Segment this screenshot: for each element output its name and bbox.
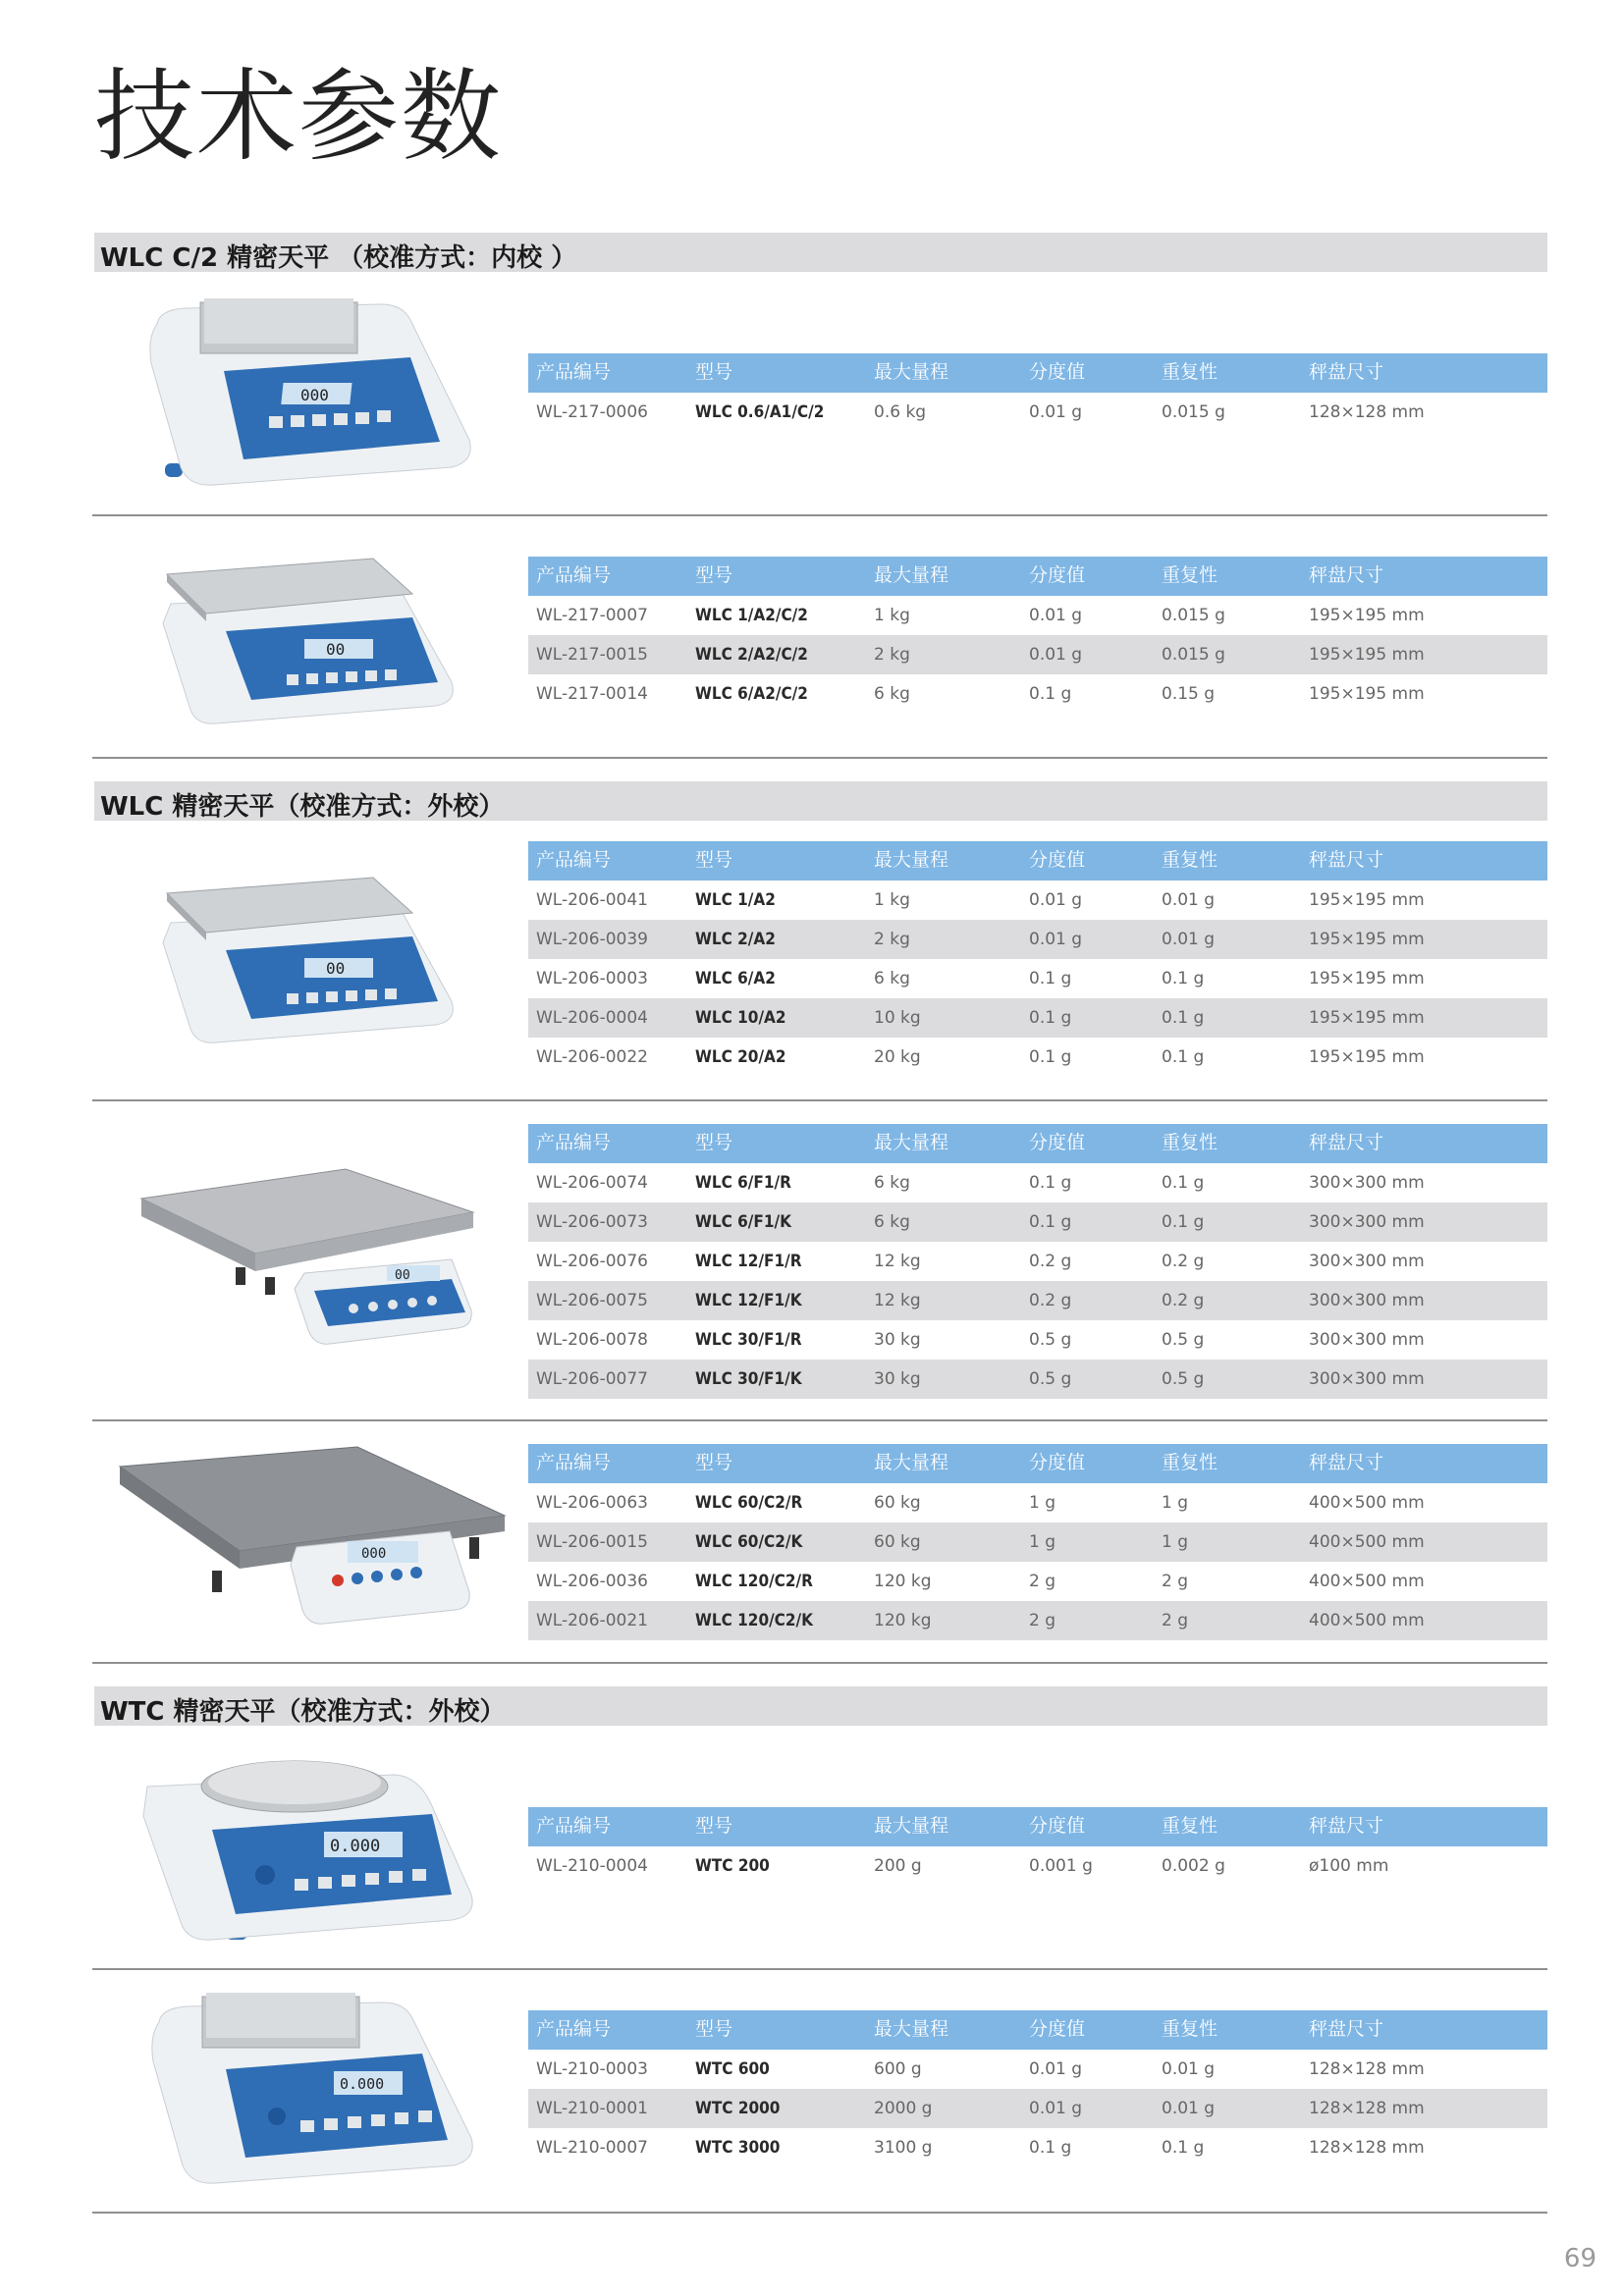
divider — [92, 1968, 1547, 1970]
pan-size-cell: 195×195 mm — [1309, 1047, 1425, 1067]
repeatability-cell: 0.002 g — [1162, 1856, 1225, 1876]
column-header: 最大量程 — [874, 2018, 949, 2040]
column-header: 产品编号 — [536, 1452, 612, 1473]
column-header: 产品编号 — [536, 1815, 612, 1837]
item-number-cell: WL-206-0077 — [536, 1369, 648, 1389]
divider — [92, 1419, 1547, 1421]
table-row — [528, 1601, 1547, 1640]
column-header: 秤盘尺寸 — [1309, 564, 1384, 586]
repeatability-cell: 1 g — [1162, 1532, 1189, 1552]
pan-size-cell: 128×128 mm — [1309, 402, 1425, 422]
table-row — [528, 1242, 1547, 1281]
repeatability-cell: 0.1 g — [1162, 2138, 1205, 2158]
model-cell: WLC 12/F1/K — [695, 1291, 802, 1310]
column-header: 型号 — [695, 2018, 733, 2040]
model-cell: WTC 600 — [695, 2059, 770, 2079]
repeatability-cell: 0.15 g — [1162, 684, 1216, 704]
display-readout: 000 — [300, 386, 329, 404]
divider — [92, 1099, 1547, 1101]
model-cell: WTC 200 — [695, 1856, 770, 1876]
readability-cell: 0.01 g — [1029, 2099, 1083, 2118]
item-number-cell: WL-206-0022 — [536, 1047, 648, 1067]
item-number-cell: WL-206-0063 — [536, 1493, 648, 1513]
pan-size-cell: 195×195 mm — [1309, 1008, 1425, 1028]
capacity-cell: 30 kg — [874, 1330, 921, 1350]
column-header: 最大量程 — [874, 1815, 949, 1837]
table-header — [528, 557, 1547, 596]
column-header: 型号 — [695, 1452, 733, 1473]
model-cell: WLC 120/C2/K — [695, 1611, 813, 1630]
item-number-cell: WL-206-0015 — [536, 1532, 648, 1552]
table-row — [528, 959, 1547, 998]
repeatability-cell: 0.1 g — [1162, 969, 1205, 988]
column-header: 型号 — [695, 1132, 733, 1153]
column-header: 秤盘尺寸 — [1309, 2018, 1384, 2040]
column-header: 重复性 — [1162, 1815, 1218, 1837]
column-header: 重复性 — [1162, 849, 1218, 871]
table-header — [528, 1444, 1547, 1483]
readability-cell: 0.1 g — [1029, 2138, 1072, 2158]
model-cell: WLC 6/A2/C/2 — [695, 684, 808, 704]
pan-size-cell: ø100 mm — [1309, 1856, 1389, 1876]
table-header — [528, 1124, 1547, 1163]
scale-image-wlc-c2-small — [145, 294, 479, 491]
scale-image-wtc — [147, 1993, 481, 2189]
pan-size-cell: 300×300 mm — [1309, 1291, 1425, 1310]
spec-table-wlc-c2-platform — [528, 1444, 1547, 1640]
capacity-cell: 60 kg — [874, 1532, 921, 1552]
model-cell: WTC 2000 — [695, 2099, 781, 2118]
scale-image-wlc-a2 — [157, 864, 471, 1060]
spec-table-wlc-c2-06 — [528, 353, 1547, 432]
capacity-cell: 12 kg — [874, 1291, 921, 1310]
capacity-cell: 6 kg — [874, 969, 910, 988]
readability-cell: 0.01 g — [1029, 606, 1083, 625]
column-header: 最大量程 — [874, 1132, 949, 1153]
pan-size-cell: 300×300 mm — [1309, 1212, 1425, 1232]
table-row — [528, 1038, 1547, 1077]
column-header: 最大量程 — [874, 564, 949, 586]
display-readout: 0.000 — [340, 2075, 385, 2093]
column-header: 分度值 — [1029, 1815, 1086, 1837]
section-header-wlc-c2: WLC C/2 精密天平 （校准方式：内校 ） — [94, 233, 1547, 272]
divider — [92, 757, 1547, 759]
item-number-cell: WL-206-0074 — [536, 1173, 648, 1193]
model-cell: WLC 120/C2/R — [695, 1572, 813, 1591]
column-header: 分度值 — [1029, 361, 1086, 383]
capacity-cell: 6 kg — [874, 1212, 910, 1232]
capacity-cell: 12 kg — [874, 1252, 921, 1271]
model-cell: WLC 12/F1/R — [695, 1252, 802, 1271]
column-header: 重复性 — [1162, 1132, 1218, 1153]
repeatability-cell: 0.2 g — [1162, 1291, 1205, 1310]
column-header: 产品编号 — [536, 361, 612, 383]
readability-cell: 1 g — [1029, 1532, 1056, 1552]
model-cell: WLC 60/C2/R — [695, 1493, 803, 1513]
display-readout: 00 — [395, 1268, 410, 1283]
repeatability-cell: 0.5 g — [1162, 1330, 1205, 1350]
item-number-cell: WL-217-0006 — [536, 402, 648, 422]
pan-size-cell: 300×300 mm — [1309, 1330, 1425, 1350]
readability-cell: 0.01 g — [1029, 402, 1083, 422]
repeatability-cell: 0.1 g — [1162, 1212, 1205, 1232]
column-header: 型号 — [695, 361, 733, 383]
item-number-cell: WL-206-0036 — [536, 1572, 648, 1591]
table-row — [528, 1163, 1547, 1202]
pan-size-cell: 400×500 mm — [1309, 1493, 1425, 1513]
scale-image-wlc-c2-platform — [116, 1443, 509, 1649]
table-row — [528, 1202, 1547, 1242]
pan-size-cell: 195×195 mm — [1309, 684, 1425, 704]
readability-cell: 0.5 g — [1029, 1369, 1072, 1389]
model-cell: WLC 2/A2 — [695, 930, 776, 949]
readability-cell: 0.01 g — [1029, 930, 1083, 949]
model-cell: WLC 20/A2 — [695, 1047, 786, 1067]
readability-cell: 1 g — [1029, 1493, 1056, 1513]
table-row — [528, 1320, 1547, 1360]
item-number-cell: WL-206-0075 — [536, 1291, 648, 1310]
table-row — [528, 635, 1547, 674]
model-cell: WLC 2/A2/C/2 — [695, 645, 808, 665]
pan-size-cell: 195×195 mm — [1309, 930, 1425, 949]
column-header: 最大量程 — [874, 849, 949, 871]
capacity-cell: 120 kg — [874, 1611, 932, 1630]
capacity-cell: 120 kg — [874, 1572, 932, 1591]
model-cell: WLC 1/A2 — [695, 890, 776, 910]
item-number-cell: WL-217-0007 — [536, 606, 648, 625]
table-row — [528, 674, 1547, 714]
readability-cell: 0.5 g — [1029, 1330, 1072, 1350]
column-header: 重复性 — [1162, 361, 1218, 383]
model-cell: WLC 30/F1/R — [695, 1330, 802, 1350]
pan-size-cell: 128×128 mm — [1309, 2099, 1425, 2118]
item-number-cell: WL-206-0076 — [536, 1252, 648, 1271]
readability-cell: 2 g — [1029, 1572, 1056, 1591]
table-row — [528, 2089, 1547, 2128]
capacity-cell: 2000 g — [874, 2099, 933, 2118]
repeatability-cell: 0.015 g — [1162, 645, 1225, 665]
column-header: 分度值 — [1029, 564, 1086, 586]
item-number-cell: WL-210-0007 — [536, 2138, 648, 2158]
model-cell: WLC 1/A2/C/2 — [695, 606, 808, 625]
table-row — [528, 1522, 1547, 1562]
capacity-cell: 6 kg — [874, 1173, 910, 1193]
display-readout: 00 — [326, 640, 346, 659]
table-header — [528, 841, 1547, 881]
item-number-cell: WL-206-0041 — [536, 890, 648, 910]
pan-size-cell: 300×300 mm — [1309, 1173, 1425, 1193]
pan-size-cell: 128×128 mm — [1309, 2138, 1425, 2158]
table-row — [528, 2050, 1547, 2089]
column-header: 重复性 — [1162, 2018, 1218, 2040]
capacity-cell: 30 kg — [874, 1369, 921, 1389]
divider — [92, 1662, 1547, 1664]
item-number-cell: WL-206-0039 — [536, 930, 648, 949]
pan-size-cell: 400×500 mm — [1309, 1572, 1425, 1591]
scale-image-wtc-200 — [137, 1747, 481, 1953]
capacity-cell: 2 kg — [874, 645, 910, 665]
table-row — [528, 998, 1547, 1038]
model-cell: WLC 6/A2 — [695, 969, 776, 988]
capacity-cell: 200 g — [874, 1856, 922, 1876]
item-number-cell: WL-206-0021 — [536, 1611, 648, 1630]
column-header: 分度值 — [1029, 2018, 1086, 2040]
display-readout: 00 — [326, 959, 346, 978]
capacity-cell: 20 kg — [874, 1047, 921, 1067]
pan-size-cell: 195×195 mm — [1309, 645, 1425, 665]
column-header: 分度值 — [1029, 1132, 1086, 1153]
spec-table-wlc-c2-a2 — [528, 557, 1547, 714]
pan-size-cell: 195×195 mm — [1309, 606, 1425, 625]
column-header: 秤盘尺寸 — [1309, 1452, 1384, 1473]
readability-cell: 0.01 g — [1029, 890, 1083, 910]
spec-table-wtc-200 — [528, 1807, 1547, 1886]
readability-cell: 0.1 g — [1029, 1008, 1072, 1028]
table-header — [528, 1807, 1547, 1846]
repeatability-cell: 0.01 g — [1162, 890, 1216, 910]
column-header: 秤盘尺寸 — [1309, 1132, 1384, 1153]
column-header: 产品编号 — [536, 1132, 612, 1153]
spec-table-wlc-a2 — [528, 841, 1547, 1077]
column-header: 分度值 — [1029, 1452, 1086, 1473]
column-header: 型号 — [695, 1815, 733, 1837]
model-cell: WTC 3000 — [695, 2138, 781, 2158]
repeatability-cell: 2 g — [1162, 1611, 1189, 1630]
repeatability-cell: 0.5 g — [1162, 1369, 1205, 1389]
item-number-cell: WL-206-0004 — [536, 1008, 648, 1028]
readability-cell: 0.2 g — [1029, 1291, 1072, 1310]
repeatability-cell: 0.1 g — [1162, 1047, 1205, 1067]
repeatability-cell: 0.2 g — [1162, 1252, 1205, 1271]
column-header: 秤盘尺寸 — [1309, 1815, 1384, 1837]
pan-size-cell: 400×500 mm — [1309, 1532, 1425, 1552]
repeatability-cell: 1 g — [1162, 1493, 1189, 1513]
item-number-cell: WL-206-0073 — [536, 1212, 648, 1232]
table-row — [528, 2128, 1547, 2167]
repeatability-cell: 0.01 g — [1162, 2099, 1216, 2118]
pan-size-cell: 300×300 mm — [1309, 1369, 1425, 1389]
model-cell: WLC 6/F1/K — [695, 1212, 791, 1232]
item-number-cell: WL-210-0001 — [536, 2099, 648, 2118]
pan-size-cell: 400×500 mm — [1309, 1611, 1425, 1630]
table-row — [528, 1483, 1547, 1522]
page-title: 技术参数 — [94, 59, 503, 176]
scale-image-wlc-f1 — [137, 1163, 481, 1369]
item-number-cell: WL-210-0003 — [536, 2059, 648, 2079]
table-header — [528, 353, 1547, 393]
column-header: 型号 — [695, 564, 733, 586]
table-row — [528, 920, 1547, 959]
item-number-cell: WL-206-0078 — [536, 1330, 648, 1350]
capacity-cell: 2 kg — [874, 930, 910, 949]
display-readout: 000 — [361, 1546, 387, 1562]
table-row — [528, 1360, 1547, 1399]
item-number-cell: WL-206-0003 — [536, 969, 648, 988]
item-number-cell: WL-217-0015 — [536, 645, 648, 665]
readability-cell: 0.2 g — [1029, 1252, 1072, 1271]
column-header: 秤盘尺寸 — [1309, 849, 1384, 871]
readability-cell: 0.1 g — [1029, 969, 1072, 988]
section-header-wtc: WTC 精密天平（校准方式：外校） — [94, 1686, 1547, 1726]
model-cell: WLC 60/C2/K — [695, 1532, 803, 1552]
readability-cell: 0.1 g — [1029, 1212, 1072, 1232]
repeatability-cell: 0.015 g — [1162, 606, 1225, 625]
display-readout: 0.000 — [330, 1837, 381, 1856]
readability-cell: 0.001 g — [1029, 1856, 1093, 1876]
readability-cell: 0.01 g — [1029, 2059, 1083, 2079]
column-header: 产品编号 — [536, 849, 612, 871]
table-row — [528, 393, 1547, 432]
capacity-cell: 6 kg — [874, 684, 910, 704]
model-cell: WLC 10/A2 — [695, 1008, 786, 1028]
repeatability-cell: 0.1 g — [1162, 1173, 1205, 1193]
column-header: 秤盘尺寸 — [1309, 361, 1384, 383]
model-cell: WLC 6/F1/R — [695, 1173, 791, 1193]
spec-table-wlc-f1 — [528, 1124, 1547, 1399]
item-number-cell: WL-217-0014 — [536, 684, 648, 704]
table-row — [528, 881, 1547, 920]
column-header: 分度值 — [1029, 849, 1086, 871]
readability-cell: 0.1 g — [1029, 684, 1072, 704]
capacity-cell: 0.6 kg — [874, 402, 927, 422]
repeatability-cell: 0.1 g — [1162, 1008, 1205, 1028]
repeatability-cell: 2 g — [1162, 1572, 1189, 1591]
column-header: 产品编号 — [536, 2018, 612, 2040]
readability-cell: 0.1 g — [1029, 1047, 1072, 1067]
model-cell: WLC 0.6/A1/C/2 — [695, 402, 825, 422]
column-header: 重复性 — [1162, 1452, 1218, 1473]
readability-cell: 0.01 g — [1029, 645, 1083, 665]
capacity-cell: 10 kg — [874, 1008, 921, 1028]
readability-cell: 0.1 g — [1029, 1173, 1072, 1193]
table-header — [528, 2010, 1547, 2050]
capacity-cell: 600 g — [874, 2059, 922, 2079]
page-number: 69 — [1563, 2244, 1597, 2273]
pan-size-cell: 195×195 mm — [1309, 890, 1425, 910]
column-header: 产品编号 — [536, 564, 612, 586]
section-header-wlc: WLC 精密天平（校准方式：外校） — [94, 781, 1547, 821]
capacity-cell: 1 kg — [874, 890, 910, 910]
pan-size-cell: 300×300 mm — [1309, 1252, 1425, 1271]
item-number-cell: WL-210-0004 — [536, 1856, 648, 1876]
divider — [92, 514, 1547, 516]
table-row — [528, 1846, 1547, 1886]
divider — [92, 2212, 1547, 2214]
repeatability-cell: 0.01 g — [1162, 930, 1216, 949]
scale-image-wlc-c2-large — [157, 545, 471, 741]
pan-size-cell: 128×128 mm — [1309, 2059, 1425, 2079]
column-header: 重复性 — [1162, 564, 1218, 586]
table-row — [528, 1281, 1547, 1320]
repeatability-cell: 0.01 g — [1162, 2059, 1216, 2079]
column-header: 最大量程 — [874, 361, 949, 383]
table-row — [528, 1562, 1547, 1601]
pan-size-cell: 195×195 mm — [1309, 969, 1425, 988]
readability-cell: 2 g — [1029, 1611, 1056, 1630]
column-header: 型号 — [695, 849, 733, 871]
model-cell: WLC 30/F1/K — [695, 1369, 802, 1389]
capacity-cell: 3100 g — [874, 2138, 933, 2158]
table-row — [528, 596, 1547, 635]
capacity-cell: 1 kg — [874, 606, 910, 625]
repeatability-cell: 0.015 g — [1162, 402, 1225, 422]
capacity-cell: 60 kg — [874, 1493, 921, 1513]
column-header: 最大量程 — [874, 1452, 949, 1473]
spec-table-wtc — [528, 2010, 1547, 2167]
